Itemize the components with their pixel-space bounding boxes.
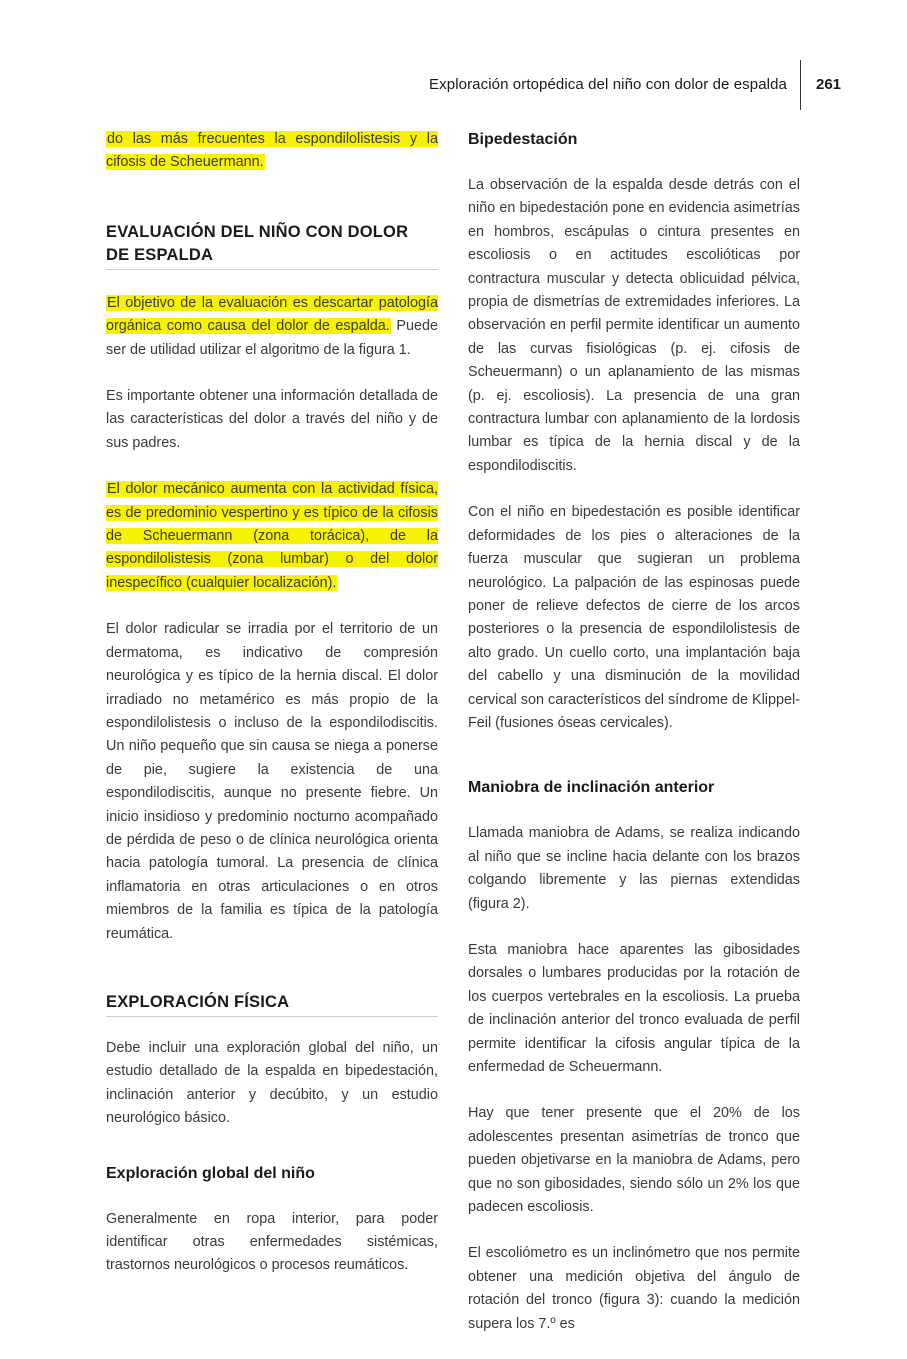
- section-heading-evaluacion: [106, 221, 438, 270]
- highlighted-text: do las más frecuentes la espondilolistesis y la cifosis de Scheuermann.: [106, 131, 438, 171]
- subheading-maniobra: Maniobra de inclinación anterior: [468, 779, 715, 797]
- paragraph-informacion: Es importante obtener una información detallada de las características del dolor a través del niño y de sus padres.: [106, 388, 438, 451]
- heading-line-1: EVALUACIÓN DEL NIÑO CON DOLOR: [106, 222, 409, 241]
- highlighted-text: El objetivo de la evaluación es descartar patología orgánica como causa del dolor de espalda.: [106, 294, 438, 335]
- left-column: [106, 128, 438, 1301]
- intro-paragraph: [106, 128, 438, 175]
- paragraph-text: Puede ser de utilidad utilizar el algoritmo de la figura 1.: [106, 318, 438, 358]
- paragraph-escoliometro: El escoliómetro es un inclinómetro que nos permite obtener una medición objetiva del ángulo de rotación del tronco (figura 3): cuando la medición supera los 7.º es: [468, 1245, 800, 1332]
- heading-line-2: DE ESPALDA: [106, 245, 214, 264]
- page-number: 261: [816, 76, 842, 93]
- paragraph-adams: Llamada maniobra de Adams, se realiza indicando al niño que se incline hacia delante con los brazos colgando libremente y las piernas extendidas (figura 2).: [468, 825, 800, 912]
- paragraph-ropa-interior: Generalmente en ropa interior, para poder identificar otras enfermedades sistémicas, trastornos neurológicos o procesos reumáticos.: [106, 1210, 438, 1274]
- paragraph-exploracion: Debe incluir una exploración global del niño, un estudio detallado de la espalda en bipedestación, inclinación anterior y decúbito, y un estudio neurológico básico.: [106, 1039, 438, 1127]
- highlighted-text: El dolor mecánico aumenta con la actividad física, es de predominio vespertino y es típico de la cifosis de Scheuermann (zona torácica), de la espondilolistesis (zona lumbar) o del dolor inespecífico (cualquier localización).: [106, 481, 438, 591]
- subheading-bipedestacion: Bipedestación: [468, 131, 578, 148]
- subheading-exploracion-global: Exploración global del niño: [106, 1164, 315, 1182]
- paragraph-gibosidades: Esta maniobra hace aparentes las gibosidades dorsales o lumbares producidas por la rotación de los cuerpos vertebrales en la escoliosis. La prueba de inclinación anterior del tronco evaluada de perfil permite identificar la cifosis angular típica de la enfermedad de Scheuermann.: [468, 941, 800, 1075]
- paragraph-dolor-mecanico: [106, 478, 438, 595]
- section-heading-exploracion: EXPLORACIÓN FÍSICA: [106, 991, 438, 1017]
- header-divider: [800, 60, 801, 110]
- paragraph-objetivo: [106, 292, 438, 362]
- right-column: [468, 128, 800, 1359]
- paragraph-observacion: La observación de la espalda desde detrás con el niño en bipedestación pone en evidencia asimetrías en hombros, escápulas o cintura presentes en escoliosis o en actitudes escolióticas por contractura muscular y detecta oblicuidad pélvica, propia de dismetrías de extremidades inferiores. La observación en perfil permite identificar un aumento de las curvas fisiológicas (p. ej. cifosis de Scheuermann) o un aplanamiento de las mismas (p. ej. escoliosis). La presencia de una gran contractura lumbar con aplanamiento de la lordosis lumbar es típica de la hernia discal y de la espondilodiscitis.: [468, 177, 800, 474]
- paragraph-deformidades: Con el niño en bipedestación es posible identificar deformidades de los pies o alteraciones de la fuerza muscular que sugieran un problema neurológico. La palpación de las espinosas puede poner de relieve defectos de cierre de los arcos posteriores o la presencia de espondilolistesis de alto grado. Un cuello corto, una implantación baja del cabello y una disminución de la movilidad cervical son característicos del síndrome de Klippel-Feil (fusiones óseas cervicales).: [468, 504, 800, 731]
- paragraph-asimetrias: Hay que tener presente que el 20% de los adolescentes presentan asimetrías de tronco que pueden objetivarse en la maniobra de Adams, pero que no son gibosidades, siendo sólo un 2% los que padecen escoliosis.: [468, 1105, 800, 1216]
- running-header-title: Exploración ortopédica del niño con dolor de espalda: [429, 76, 787, 93]
- paragraph-dolor-radicular: El dolor radicular se irradia por el territorio de un dermatoma, es indicativo de compresión neurológica y es típico de la hernia discal. El dolor irradiado no metamérico es más propio de la espondilolistesis o incluso de la espondilodiscitis. Un niño pequeño que sin causa se niega a ponerse de pie, sugiere la existencia de una espondilodiscitis, aunque no presente fiebre. Un inicio insidioso y predominio nocturno acompañado de pérdida de peso o de clínica neurológica orienta hacia patología tumoral. La presencia de clínica inflamatoria en otras articulaciones o en otros miembros de la familia es típica de la patología reumática.: [106, 621, 438, 942]
